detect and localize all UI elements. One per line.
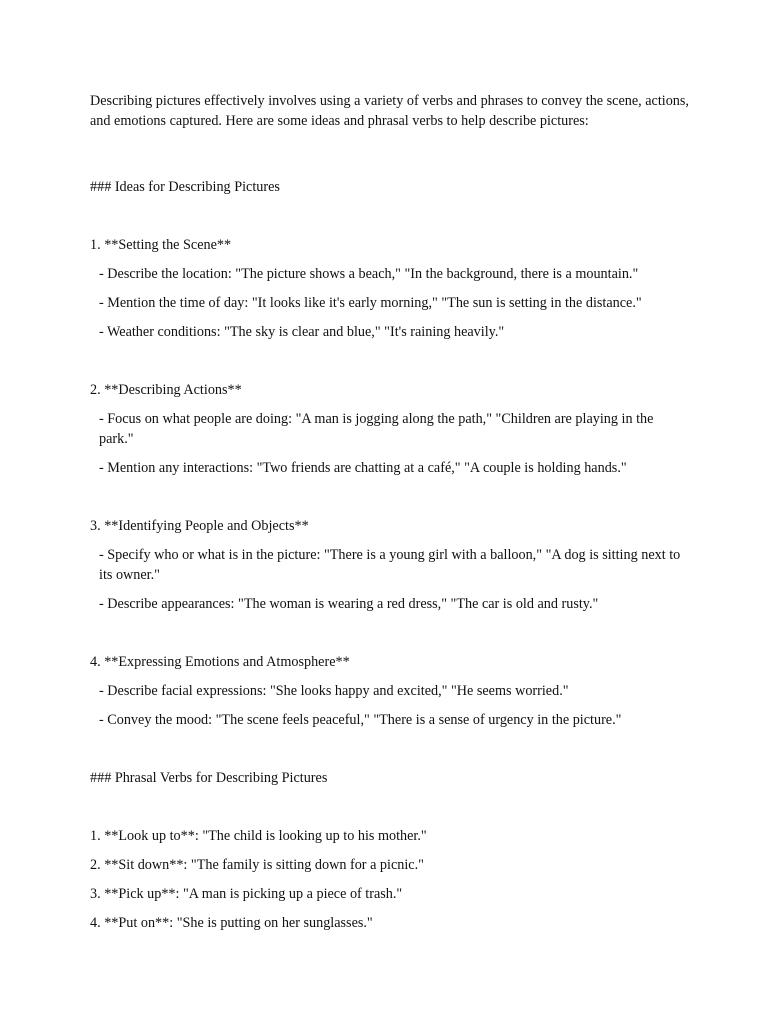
- idea-item-expressing-emotions: [90, 652, 690, 730]
- phrasal-item: 4. **Put on**: "She is putting on her sunglasses.": [90, 915, 373, 931]
- phrasal-list: [90, 826, 690, 933]
- idea-title: 4. **Expressing Emotions and Atmosphere**: [90, 654, 350, 670]
- idea-bullet: - Mention any interactions: "Two friends are chatting at a café," "A couple is holding hands.": [99, 460, 627, 476]
- phrasal-heading: ### Phrasal Verbs for Describing Pictures: [90, 770, 328, 786]
- idea-item-setting-scene: [90, 235, 690, 342]
- idea-title: 2. **Describing Actions**: [90, 382, 242, 398]
- phrasal-item: 1. **Look up to**: "The child is looking up to his mother.": [90, 828, 427, 844]
- ideas-heading: ### Ideas for Describing Pictures: [90, 179, 280, 195]
- phrasal-item: 3. **Pick up**: "A man is picking up a piece of trash.": [90, 886, 403, 902]
- idea-bullet: - Mention the time of day: "It looks like it's early morning," "The sun is setting in the distance.": [99, 295, 642, 311]
- idea-bullet: - Describe appearances: "The woman is wearing a red dress," "The car is old and rusty.": [99, 596, 599, 612]
- idea-bullet: - Describe the location: "The picture shows a beach," "In the background, there is a mountain.": [99, 266, 639, 282]
- idea-bullet: - Specify who or what is in the picture: "There is a young girl with a balloon," "A dog is sitting next to its owner.": [99, 547, 681, 583]
- idea-bullet: - Convey the mood: "The scene feels peaceful," "There is a sense of urgency in the picture.": [99, 712, 622, 728]
- idea-bullet: - Weather conditions: "The sky is clear and blue," "It's raining heavily.": [99, 324, 505, 340]
- idea-bullet: - Focus on what people are doing: "A man is jogging along the path," "Children are playing in the park.": [99, 411, 654, 447]
- document-content: [90, 91, 690, 933]
- idea-title: 1. **Setting the Scene**: [90, 237, 232, 253]
- idea-item-describing-actions: [90, 380, 690, 478]
- idea-title: 3. **Identifying People and Objects**: [90, 518, 309, 534]
- intro-paragraph: Describing pictures effectively involves using a variety of verbs and phrases to convey the scene, actions, and emotions captured. Here are some ideas and phrasal verbs to help describe pictures:: [90, 93, 689, 129]
- idea-item-identifying-people: [90, 516, 690, 614]
- phrasal-item: 2. **Sit down**: "The family is sitting down for a picnic.": [90, 857, 424, 873]
- idea-bullet: - Describe facial expressions: "She looks happy and excited," "He seems worried.": [99, 683, 569, 699]
